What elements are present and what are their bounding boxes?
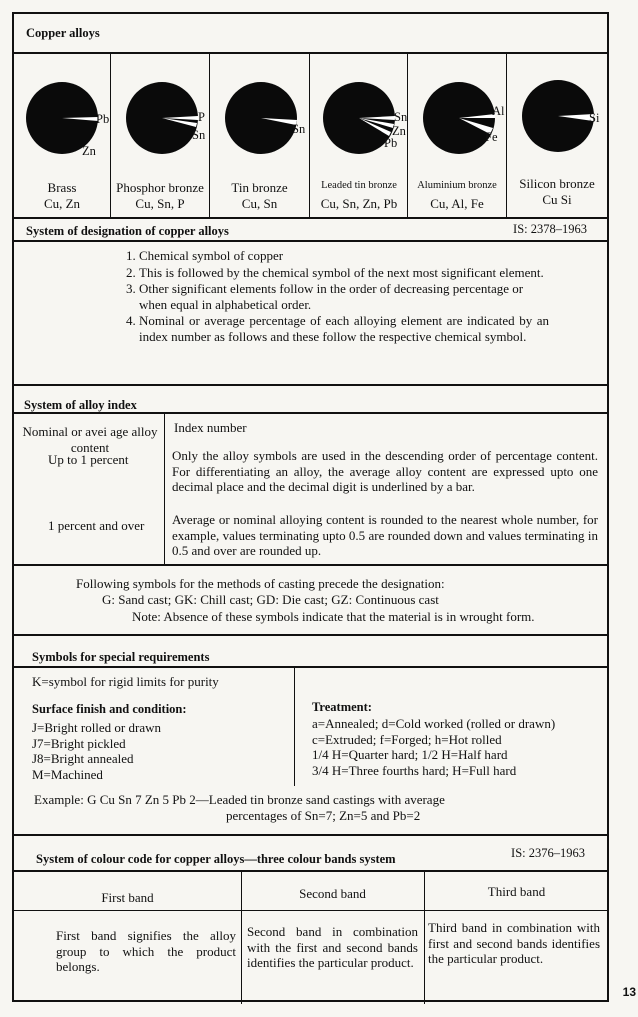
treatment-list	[312, 716, 555, 778]
alloy-elements: Cu, Sn	[241, 196, 278, 211]
alloy-name: Phosphor bronze	[116, 180, 204, 195]
list-item: 2. This is followed by the chemical symbol of the next most significant element.	[139, 265, 549, 281]
example-line: percentages of Sn=7; Zn=5 and Pb=2	[226, 808, 421, 823]
alloy-name: Aluminium bronze	[417, 180, 497, 191]
list-item: 1. Chemical symbol of copper	[139, 248, 549, 264]
list-item: M=Machined	[32, 766, 103, 782]
section-title-alloy-index: System of alloy index	[24, 398, 137, 412]
pie-label: Sn	[292, 122, 306, 136]
alloy-elements: Cu, Sn, Zn, Pb	[320, 196, 398, 211]
list-item: J7=Bright pickled	[32, 735, 126, 751]
index-range: Up to 1 percent	[48, 452, 129, 467]
surface-title: Surface finish and condition:	[32, 702, 187, 716]
list-item: 1/4 H=Quarter hard; 1/2 H=Half hard	[312, 747, 508, 762]
column-header: Index number	[174, 420, 247, 435]
pie-label: P	[198, 110, 205, 124]
casting-intro: Following symbols for the methods of casting precede the designation:	[76, 576, 445, 591]
pie-aluminium-bronze	[417, 76, 507, 166]
pie-label: Si	[589, 111, 600, 125]
page-frame	[12, 12, 609, 1002]
pie-tin-bronze	[219, 76, 309, 166]
standard-ref: IS: 2378–1963	[513, 222, 587, 236]
alloy-name: Leaded tin bronze	[321, 180, 397, 191]
casting-symbols: G: Sand cast; GK: Chill cast; GD: Die cast; GZ: Continuous cast	[102, 592, 439, 607]
band-description: Second band in combination with the first and second bands identifies the particular product.	[247, 924, 418, 970]
list-item: 4. Nominal or average percentage of each alloying element are indicated by an index number as follows and these follow the respective chemical symbol.	[139, 313, 549, 344]
alloy-elements: Cu, Zn	[43, 196, 81, 211]
alloy-elements: Cu, Al, Fe	[430, 196, 484, 211]
treatment-title: Treatment:	[312, 700, 372, 714]
column-header: Third band	[487, 884, 546, 899]
section-title-copper-alloys: Copper alloys	[26, 26, 100, 40]
list-item: a=Annealed; d=Cold worked (rolled or drawn)	[312, 716, 556, 731]
pie-label: Sn	[394, 110, 408, 124]
band-description: First band signifies the alloy group to which the product belongs.	[56, 928, 236, 974]
alloy-elements: Cu, Sn, P	[135, 196, 185, 211]
page-number: 13	[622, 985, 636, 999]
column-header: First band	[101, 890, 154, 905]
section-title-designation: System of designation of copper alloys	[26, 224, 229, 238]
k-symbol: K=symbol for rigid limits for purity	[32, 674, 219, 689]
list-item: J8=Bright annealed	[32, 751, 134, 766]
alloy-elements: Cu Si	[542, 192, 572, 207]
example-line: Example: G Cu Sn 7 Zn 5 Pb 2—Leaded tin bronze sand castings with average	[34, 792, 445, 807]
index-range: 1 percent and over	[48, 518, 145, 533]
index-rule: Average or nominal alloying content is rounded to the nearest whole number, for example, values terminating upto 0.5 are rounded down and values terminating in 0.5 and over are rounded up.	[172, 512, 598, 558]
surface-list	[32, 720, 161, 782]
alloy-name: Silicon bronze	[519, 176, 595, 191]
section-title-special: Symbols for special requirements	[32, 650, 210, 664]
pie-label: Pb	[384, 136, 398, 150]
pie-label: Zn	[82, 144, 96, 158]
pie-label: Sn	[192, 128, 206, 142]
column-header: Second band	[299, 886, 366, 901]
pie-label: Zn	[392, 124, 406, 138]
designation-list	[119, 248, 549, 345]
alloy-name: Brass	[47, 180, 77, 195]
standard-ref: IS: 2376–1963	[511, 846, 585, 860]
pie-label: Al	[492, 104, 505, 118]
pie-label: Pb	[96, 112, 110, 126]
pie-label: Fe	[485, 130, 498, 144]
list-item: 3. Other significant elements follow in the order of decreasing percentage or when equal in alphabetical order.	[139, 281, 549, 312]
index-rule: Only the alloy symbols are used in the descending order of percentage content. For differentiating an alloy, the average alloy content are expressed upto one decimal place and the decimal digit is underlined by a bar.	[172, 448, 598, 494]
list-item: J=Bright rolled or drawn	[32, 720, 162, 735]
list-item: c=Extruded; f=Forged; h=Hot rolled	[312, 731, 502, 747]
section-title-colour-code: System of colour code for copper alloys—three colour bands system	[36, 852, 396, 866]
alloy-name: Tin bronze	[231, 180, 288, 195]
wrought-note: Note: Absence of these symbols indicate that the material is in wrought form.	[132, 609, 535, 624]
band-description: Third band in combination with first and second bands identifies the particular product.	[428, 920, 600, 966]
pie-phosphor-bronze	[120, 76, 210, 166]
list-item: 3/4 H=Three fourths hard; H=Full hard	[312, 762, 517, 778]
column-header: Nominal or avei age alloy content	[22, 424, 158, 455]
